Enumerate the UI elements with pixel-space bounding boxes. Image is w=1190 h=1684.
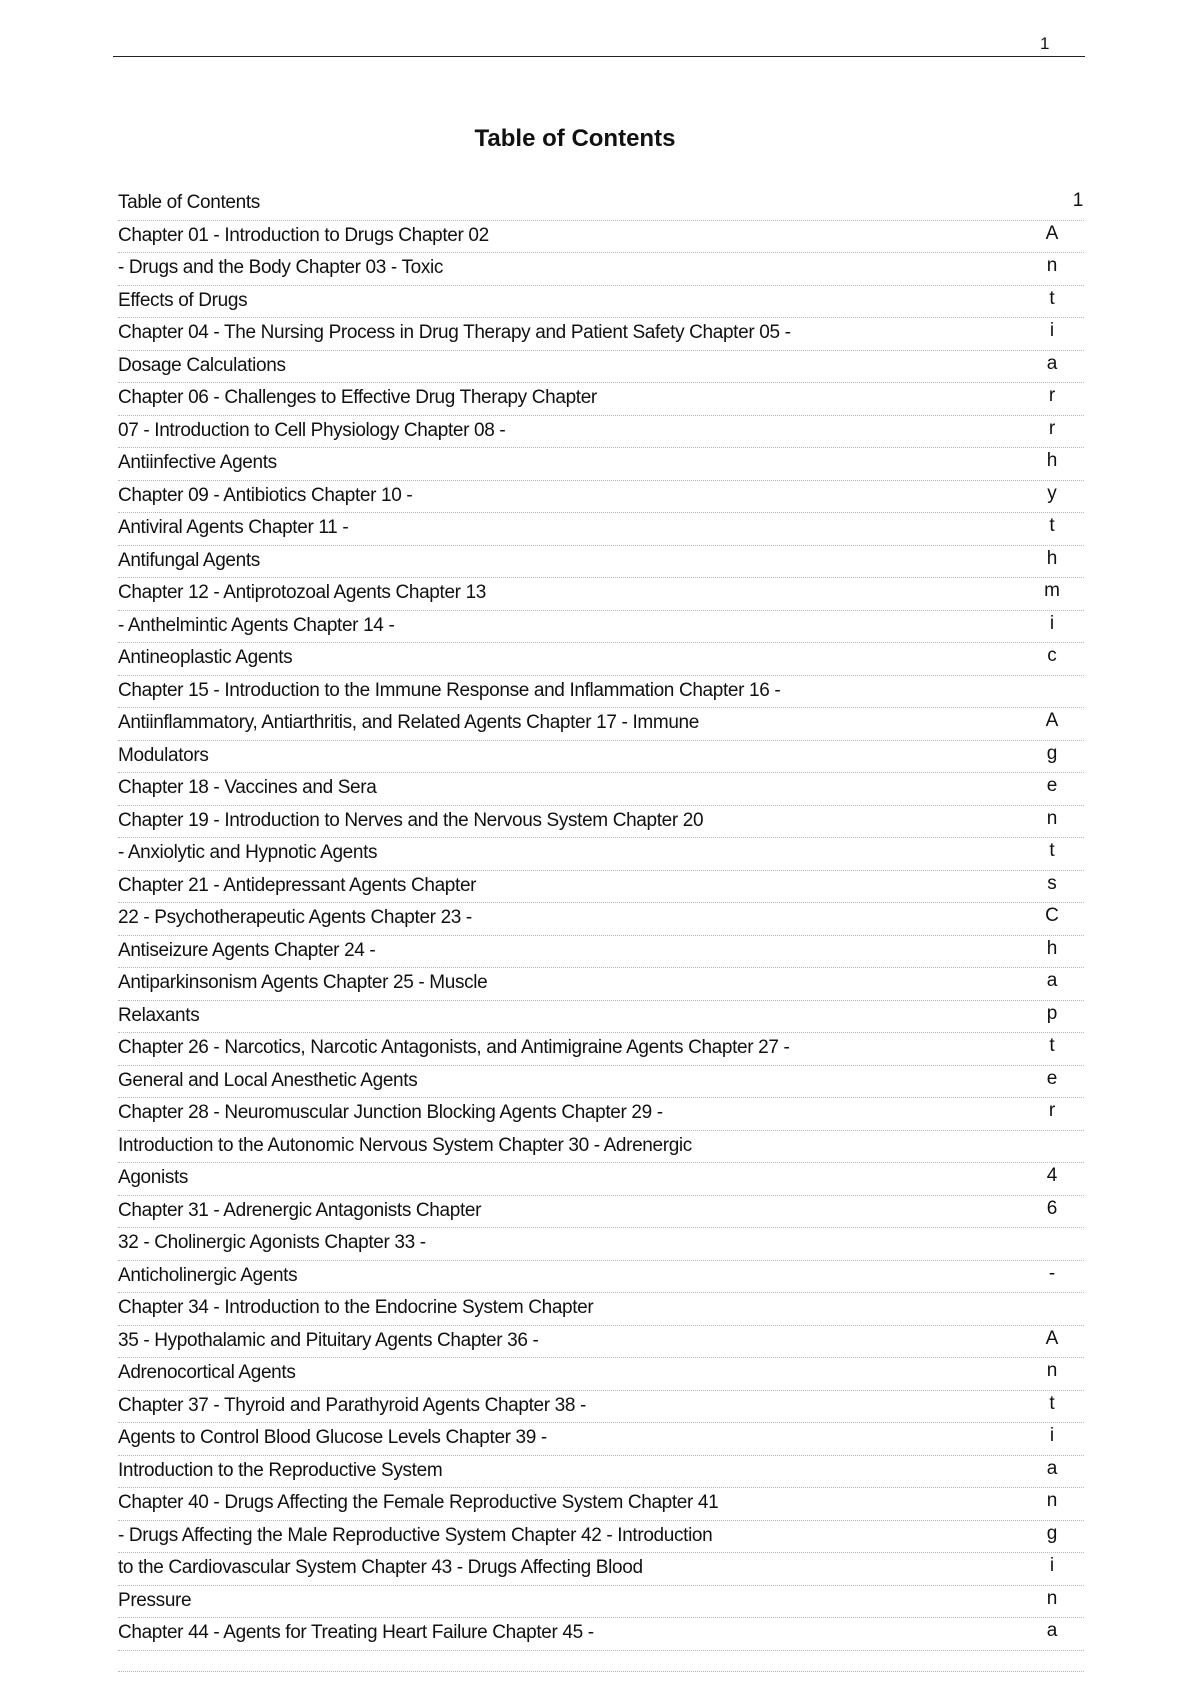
toc-entry[interactable]: [118, 643, 1084, 676]
toc-entry-title: Introduction to the Reproductive System: [118, 1459, 443, 1481]
toc-entry[interactable]: [118, 1391, 1084, 1424]
toc-entry-title: General and Local Anesthetic Agents: [118, 1069, 418, 1091]
toc-entry-title: Chapter 21 - Antidepressant Agents Chapter: [118, 874, 477, 896]
toc-entry-page: h: [1046, 547, 1058, 569]
toc-entry[interactable]: [118, 741, 1084, 774]
toc-entry-page: t: [1049, 1392, 1055, 1414]
toc-entry-page: C: [1045, 905, 1059, 926]
toc-entry[interactable]: [118, 448, 1084, 481]
toc-entry[interactable]: [118, 1586, 1084, 1619]
toc-entry[interactable]: [118, 221, 1084, 254]
toc-entry[interactable]: [118, 838, 1084, 871]
toc-entry-page: n: [1046, 255, 1058, 276]
toc-entry-title: Antiinfective Agents: [118, 452, 277, 473]
toc-entry-page: A: [1045, 1327, 1059, 1349]
toc-entry-title: 32 - Cholinergic Agonists Chapter 33 -: [118, 1232, 426, 1253]
toc-entry-title: Chapter 04 - The Nursing Process in Drug Therapy and Patient Safety Chapter 05 -: [118, 322, 791, 343]
toc-entry[interactable]: [118, 513, 1084, 546]
toc-entry-page: n: [1046, 1360, 1058, 1381]
toc-entry[interactable]: [118, 1098, 1084, 1131]
page-number: 1: [1040, 34, 1050, 53]
toc-entry[interactable]: [118, 383, 1084, 416]
toc-entry-page: h: [1046, 937, 1058, 959]
toc-entry-page: n: [1046, 1490, 1058, 1511]
toc-entry[interactable]: [118, 1358, 1084, 1391]
toc-entry[interactable]: [118, 1033, 1084, 1066]
toc-entry-title: - Anthelmintic Agents Chapter 14 -: [118, 614, 395, 636]
toc-entry-title: Anticholinergic Agents: [118, 1264, 298, 1286]
page-title: Table of Contents: [474, 125, 676, 152]
toc-entry-title: Chapter 34 - Introduction to the Endocrine System Chapter: [118, 1297, 594, 1318]
toc-entry-title: Chapter 40 - Drugs Affecting the Female Reproductive System Chapter 41: [118, 1492, 719, 1513]
toc-entry[interactable]: [118, 1326, 1084, 1359]
toc-entry-page: n: [1046, 1587, 1058, 1609]
toc-entry-page: 1: [1072, 190, 1084, 211]
toc-entry-title: Chapter 26 - Narcotics, Narcotic Antagonists, and Antimigraine Agents Chapter 27 -: [118, 1037, 790, 1058]
toc-entry-page: a: [1046, 1620, 1058, 1641]
toc-entry-title: Introduction to the Autonomic Nervous System Chapter 30 - Adrenergic: [118, 1134, 692, 1156]
toc-entry[interactable]: [118, 1131, 1084, 1164]
toc-entry-title: Agents to Control Blood Glucose Levels Chapter 39 -: [118, 1427, 547, 1448]
toc-entry-title: Chapter 18 - Vaccines and Sera: [118, 777, 377, 798]
toc-entry-page: t: [1049, 287, 1055, 309]
toc-entry-title: Modulators: [118, 744, 209, 766]
header-rule: [113, 56, 1085, 57]
toc-entry-title: Antiinflammatory, Antiarthritis, and Related Agents Chapter 17 - Immune: [118, 712, 699, 733]
toc-bottom-divider: [118, 1671, 1084, 1672]
toc-entry-title: 22 - Psychotherapeutic Agents Chapter 23 -: [118, 907, 472, 928]
toc-entry-page: i: [1049, 612, 1055, 634]
toc-entry-title: Chapter 01 - Introduction to Drugs Chapter 02: [118, 224, 489, 246]
toc-entry[interactable]: [118, 1293, 1084, 1326]
toc-entry[interactable]: [118, 968, 1084, 1001]
toc-entry-title: 35 - Hypothalamic and Pituitary Agents Chapter 36 -: [118, 1329, 539, 1351]
toc-entry-title: Chapter 28 - Neuromuscular Junction Blocking Agents Chapter 29 -: [118, 1102, 663, 1123]
toc-entry-title: Antiparkinsonism Agents Chapter 25 - Muscle: [118, 972, 488, 993]
toc-entry-title: Antifungal Agents: [118, 549, 260, 571]
toc-entry[interactable]: [118, 1456, 1084, 1489]
toc-entry-page: 6: [1046, 1197, 1058, 1219]
toc-entry[interactable]: [118, 1521, 1084, 1554]
toc-entry-page: y: [1047, 482, 1057, 504]
toc-entry[interactable]: [118, 318, 1084, 351]
toc-entry[interactable]: [118, 1001, 1084, 1034]
toc-entry-page: h: [1046, 450, 1058, 471]
toc-entry-title: Antiseizure Agents Chapter 24 -: [118, 939, 376, 961]
toc-entry-title: - Drugs Affecting the Male Reproductive System Chapter 42 - Introduction: [118, 1524, 713, 1546]
toc-entry-title: Chapter 37 - Thyroid and Parathyroid Agents Chapter 38 -: [118, 1394, 586, 1416]
toc-entry-page: m: [1044, 580, 1060, 601]
toc-entry[interactable]: [118, 188, 1084, 221]
toc-entry-page: s: [1047, 872, 1057, 894]
toc-entry[interactable]: [118, 676, 1084, 709]
toc-entry[interactable]: [118, 773, 1084, 806]
toc-entry-title: Table of Contents: [118, 192, 260, 213]
toc-entry[interactable]: [118, 416, 1084, 449]
toc-entry-title: - Anxiolytic and Hypnotic Agents: [118, 842, 378, 863]
toc-entry-page: g: [1046, 1522, 1058, 1544]
toc-entry-title: Chapter 44 - Agents for Treating Heart Failure Chapter 45 -: [118, 1622, 594, 1643]
toc-entry-page: c: [1047, 645, 1057, 666]
toc-entry[interactable]: [118, 481, 1084, 514]
toc-list: [118, 188, 1084, 1651]
toc-entry-page: i: [1049, 1425, 1055, 1446]
toc-entry-title: Adrenocortical Agents: [118, 1362, 296, 1383]
toc-entry-page: a: [1046, 1457, 1058, 1479]
toc-entry-page: t: [1049, 515, 1055, 536]
toc-entry-page: r: [1048, 417, 1056, 439]
toc-entry[interactable]: [118, 1196, 1084, 1229]
toc-entry-title: Pressure: [118, 1589, 192, 1611]
toc-entry-page: g: [1046, 742, 1058, 764]
toc-entry-page: r: [1048, 1100, 1056, 1121]
toc-entry[interactable]: [118, 1066, 1084, 1099]
toc-entry-page: e: [1046, 775, 1058, 796]
toc-entry-page: i: [1049, 1555, 1055, 1576]
toc-entry[interactable]: [118, 871, 1084, 904]
toc-entry-title: Chapter 19 - Introduction to Nerves and the Nervous System Chapter 20: [118, 809, 704, 831]
toc-entry-page: t: [1049, 840, 1055, 861]
toc-entry-title: to the Cardiovascular System Chapter 43 - Drugs Affecting Blood: [118, 1557, 643, 1578]
toc-entry-page: p: [1046, 1002, 1058, 1024]
toc-entry-page: n: [1046, 807, 1058, 829]
toc-entry[interactable]: [118, 286, 1084, 319]
toc-entry[interactable]: [118, 1423, 1084, 1456]
toc-entry-title: Dosage Calculations: [118, 354, 286, 376]
toc-entry-page: A: [1045, 710, 1059, 731]
toc-entry-page: -: [1048, 1262, 1056, 1284]
toc-entry-title: Chapter 09 - Antibiotics Chapter 10 -: [118, 484, 413, 506]
toc-entry-page: 4: [1046, 1165, 1058, 1186]
toc-entry[interactable]: [118, 936, 1084, 969]
toc-entry-page: t: [1049, 1035, 1055, 1056]
toc-entry-title: Agonists: [118, 1167, 189, 1188]
toc-entry-page: a: [1046, 352, 1058, 374]
toc-entry-title: Relaxants: [118, 1004, 200, 1026]
toc-entry[interactable]: [118, 903, 1084, 936]
toc-entry-title: Antineoplastic Agents: [118, 647, 293, 668]
toc-entry[interactable]: [118, 806, 1084, 839]
toc-entry-page: A: [1045, 222, 1059, 244]
toc-entry[interactable]: [118, 546, 1084, 579]
toc-entry-title: Chapter 31 - Adrenergic Antagonists Chapter: [118, 1199, 482, 1221]
toc-entry-title: Chapter 06 - Challenges to Effective Drug Therapy Chapter: [118, 387, 597, 408]
toc-entry[interactable]: [118, 1228, 1084, 1261]
toc-entry-title: - Drugs and the Body Chapter 03 - Toxic: [118, 257, 444, 278]
toc-entry-page: a: [1046, 970, 1058, 991]
toc-entry[interactable]: [118, 1163, 1084, 1196]
toc-entry[interactable]: [118, 708, 1084, 741]
toc-entry[interactable]: [118, 1261, 1084, 1294]
toc-entry[interactable]: [118, 1618, 1084, 1651]
toc-entry-title: Chapter 12 - Antiprotozoal Agents Chapter 13: [118, 582, 487, 603]
toc-entry[interactable]: [118, 1553, 1084, 1586]
toc-entry-page: e: [1046, 1067, 1058, 1089]
toc-entry-title: Chapter 15 - Introduction to the Immune Response and Inflammation Chapter 16 -: [118, 679, 781, 701]
toc-entry[interactable]: [118, 1488, 1084, 1521]
toc-entry[interactable]: [118, 351, 1084, 384]
toc-entry-page: i: [1049, 320, 1055, 341]
toc-entry-title: Effects of Drugs: [118, 289, 248, 311]
toc-entry-title: Antiviral Agents Chapter 11 -: [118, 517, 349, 538]
toc-entry-page: r: [1048, 385, 1056, 406]
toc-entry[interactable]: [118, 611, 1084, 644]
toc-entry[interactable]: [118, 578, 1084, 611]
toc-entry[interactable]: [118, 253, 1084, 286]
toc-entry-title: 07 - Introduction to Cell Physiology Chapter 08 -: [118, 419, 506, 441]
